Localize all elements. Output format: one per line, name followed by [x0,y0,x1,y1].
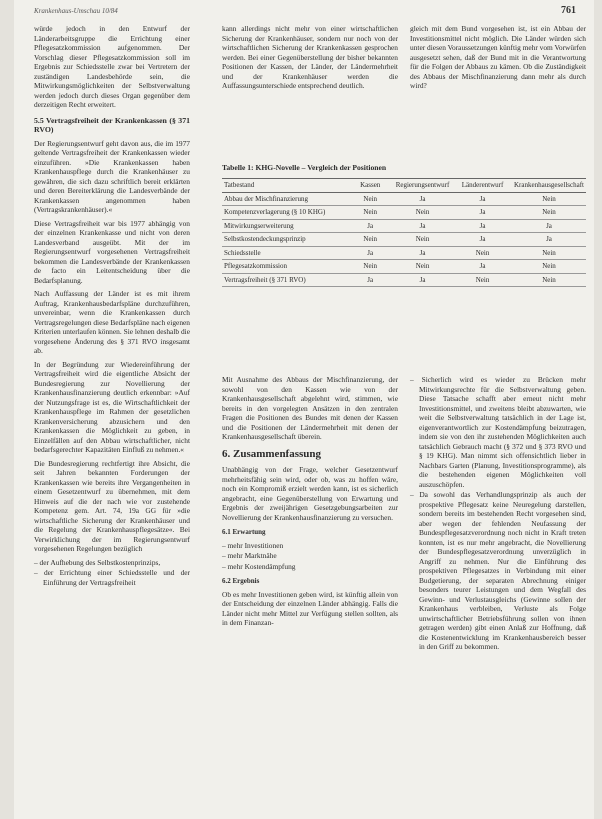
column-3-top [410,24,586,95]
paragraph: Die Bundesregierung rechtfertigt ihre Absicht, die seit Jahren bekannten Forderungen der Krankenkassen wie bereits ihre Vergangenheiten in einem Gesetzentwurf zu übernehmen, mit dem Hinweis auf die der nach wie vor zustehende Kompetenz gem. Art. 74, 19a GG für »die wirtschaftliche Sicherung der Krankenhäuser und die Regelung der Krankenhauspflegesätze«. Bei Verwirklichung der im Regierungsentwurf vorgesehenen Regelungen bezüglich [34,458,190,553]
table-cell: Nein [348,206,391,220]
page-header [34,5,580,21]
subsection-heading: 6.2 Ergebnis [222,577,260,585]
column-header: Regierungsentwurf [392,179,453,193]
paragraph: Unabhängig von der Frage, welcher Gesetzentwurf mehrheitsfähig sein wird, oder ob, was zu hoffen wäre, noch ein Kompromiß erzielt werden kann, ist es sicherlich angebracht, eine Gegenüberstellung von Erwartung und Ergebnis der zweijährigen Gesetzgebungsarbeiten zur Novellierung der Krankenhausfinanzierung zu versuchen. [222,465,398,522]
section-heading: 6. Zusammenfassung [222,447,322,460]
table-cell: Nein [512,260,586,274]
comparison-table [222,163,586,287]
table-cell: Nein [512,246,586,260]
paragraph: In der Begründung zur Wiedereinführung der Vertragsfreiheit wird die eigentliche Absicht der Bundesregierung zur Novellierung der Krankenhausfinanzierung deutlich erkennbar: »Auf der Nutzungsfrage ist es, die Wirtschaftlichkeit der Krankenhauspflege im Rahmen der gesetzlichen Krankenversicherung abzusichern und den Krankenkassen die Möglichkeit zu geben, in Einzelfällen auf den Abbau wirtschaftlicher, nicht bedarfsgerechter Kapazitäten Einfluß zu nehmen.« [34,359,190,454]
column-header: Länderentwurf [453,179,512,193]
list-item: – Da sowohl das Verhandlungsprinzip als auch der prospektive Pflegesatz keine Neuregelung darstellen, sondern bereits im bestehenden Recht vorgesehen sind, aber wegen der fehlenden Neufassung der Bundespflegesatzverordnung noch nicht in Kraft treten konnten, ist es nur mehr angebracht, die Novellierung der Bundespflegesatzverordnung unverzüglich in Angriff zu nehmen. Nur die Einführung des prospektiven Pflegesatzes in Verbindung mit einer Budgetierung, der separaten Abrechnung einiger besonders teurer Leistungen und dem Wegfall des Gewinn- und Verlustausgleichs (Gewinne sollen der Krankenhaus verbleiben, Verluste als Folge unwirtschaftlicher Betriebsführung sollen von ihnen getragen werden) gibt einen Anlaß zur Hoffnung, daß die Kostenentwicklung im Krankenhausbereich besser in den Griff zu bekommen. [410,490,586,652]
table-row [222,260,586,274]
table-cell: Nein [392,260,453,274]
table-cell: Kompetenzverlagerung (§ 10 KHG) [222,206,348,220]
section-heading: 5.5 Vertragsfreiheit der Krankenkassen (§ 371 RVO) [34,115,190,134]
paragraph: gleich mit dem Bund vorgesehen ist, ist ein Abbau der Investitionsmittel nicht möglich. Die Länder würden sich unter diesen Voraussetzungen künftig mehr vom Vorwürfen ausgesetzt sehen, daß der Bund mit in die Verantwortung für die Folgen der Abbaus zu kämen. Ob die Zuständigkeit des Abbaus der Mischfinanzierung dann mehr als durch wird? [410,24,586,90]
list-item: – der Errichtung einer Schiedsstelle und der Einführung der Vertragsfreiheit [34,568,190,587]
dash-list [222,541,398,572]
table-cell: Vertragsfreiheit (§ 371 RVO) [222,273,348,287]
table-row [222,219,586,233]
table-cell: Nein [392,233,453,247]
journal-name: Krankenhaus-Umschau 10/84 [34,7,118,15]
table-cell: Ja [453,260,512,274]
table-cell: Ja [512,233,586,247]
paragraph: Nach Auffassung der Länder ist es mit ihrem Auftrag, Krankenhausbedarfspläne durchzuführen, unvereinbar, wenn die Krankenkassen durch Vertragsregelungen diese Bedarfspläne nach eigenen Kriterien unterlaufen können. Sie lehnen deshalb die vorgesehene Änderung des § 371 RVO insgesamt ab. [34,289,190,355]
table-cell: Ja [392,273,453,287]
table-cell: Nein [512,192,586,206]
table-cell: Ja [348,246,391,260]
paragraph: Ob es mehr Investitionen geben wird, ist künftig allein von der Entscheidung der einzelnen Länder abhängig. Falls die Länder nicht mehr Mittel zur Verfügung stellen sollten, als in dem Finanzan- [222,589,398,627]
table-cell: Ja [392,192,453,206]
column-header: Tatbestand [222,179,348,193]
column-2-bottom [222,375,398,632]
column-3-bottom [410,375,586,656]
table-row [222,233,586,247]
dash-list [34,558,190,588]
table-cell: Nein [348,233,391,247]
table-row [222,206,586,220]
table-cell: Ja [348,219,391,233]
table-cell: Abbau der Mischfinanzierung [222,192,348,206]
list-item: – mehr Marktnähe [222,551,398,561]
column-1 [34,24,190,591]
table-cell: Ja [348,273,391,287]
list-item: – Sicherlich wird es wieder zu Brücken mehr Mitwirkungsrechte für die Selbstverwaltung geben. Diese Tatsache schafft aber erneut nicht mehr Investitionsmittel, und zweitens bleibt abzuwarten, wie weit die Selbstverwaltung tatsächlich in der Lage ist, eigenverantwortlich zur Kostendämpfung beizutragen, indem sie von den ihr zustehenden Möglichkeiten auch tatsächlich Gebrauch macht (§ 372 und § 373 RVO und § 19 KHG). Man nimmt sich offensichtlich lieber in Nachbars Garten (Planung, Investitionsprogramme), als die bestehenden eigenen Möglichkeiten voll auszuschöpfen. [410,375,586,489]
table-cell: Ja [512,219,586,233]
table-row [222,192,586,206]
page-number: 761 [561,5,576,16]
table-cell: Nein [348,260,391,274]
list-item: – der Aufhebung des Selbstkostenprinzips, [34,558,190,568]
positions-table [222,178,586,287]
table-cell: Ja [453,192,512,206]
paragraph: Diese Vertragsfreiheit war bis 1977 abhängig von der einzelnen Krankenkasse und nicht von deren Landesverband ausgeübt. Mit der im Regierungsentwurf vorgesehenen Vertragsfreiheit bekommen die Landesverbände der Krankenkassen de facto ein Leitentscheidung über die Bedarfsplanung. [34,218,190,285]
table-row [222,246,586,260]
column-2-top [222,24,398,95]
table-cell: Pflegesatzkommission [222,260,348,274]
list-item: – mehr Investitionen [222,541,398,551]
table-cell: Ja [392,219,453,233]
table-cell: Nein [512,273,586,287]
table-row [222,273,586,287]
column-header: Kassen [348,179,391,193]
table-cell: Schiedsstelle [222,246,348,260]
table-cell: Nein [453,246,512,260]
column-header: Krankenhausgesellschaft [512,179,586,193]
table-cell: Nein [453,273,512,287]
table-cell: Nein [512,206,586,220]
paragraph: würde jedoch in den Entwurf der Länderarbeitsgruppe die Errichtung einer Pflegesatzkommission aufgenommen. Der Vorschlag dieser Pflegesatzkommission soll im Ergebnis zur Schiedsstelle zwar bei Vertretern der zuständigen Landesbehörde sein, die Mitwirkungsmöglichkeiten der Selbstverwaltung werden jedoch durch dieses Organ gegenüber dem derzeitigen Recht erweitert. [34,24,190,109]
paragraph: Mit Ausnahme des Abbaus der Mischfinanzierung, der sowohl von den Kassen wie von der Krankenhausgesellschaft abgelehnt wird, stimmen, wie bereits in den vorgelegten Ansätzen in den zentralen Fragen die Positionen des Bundes mit denen der Kassen und die Positionen der Ländermehrheit mit denen der Krankenhausgesellschaft überein. [222,375,398,441]
table-cell: Ja [392,246,453,260]
table-cell: Ja [453,233,512,247]
table-cell: Ja [453,219,512,233]
dash-list [410,375,586,652]
table-header-row [222,179,586,193]
paragraph: Der Regierungsentwurf geht davon aus, die im 1977 geltende Vertragsfreiheit der Krankenkassen wieder einzuführen. »Die Krankenkassen haben Krankenhauspflege durch die Krankenhäuser zu gewähren, die sich dazu schriftlich bereit erklärten und deren Bereiterklärung die Landesverbände der Krankenkassen angenommen haben (Vertragskrankenhäuser).« [34,138,190,214]
subsection-heading: 6.1 Erwartung [222,528,266,536]
table-cell: Nein [392,206,453,220]
table-cell: Selbstkostendeckungsprinzip [222,233,348,247]
document-page [14,0,594,819]
paragraph: kann allerdings nicht mehr von einer wirtschaftlichen Sicherung der Krankenhäuser, sondern nur noch von der wirtschaftlichen Sicherung der Krankenkassen gesprochen werden. Bei einer Gegenüberstellung der bisher bekannten Positionen der Kassen, der Länder, der Ländermehrheit und der Krankenhäuser werden die Auffassungsunterschiede entsprechend deutlich. [222,24,398,90]
table-title: Tabelle 1: KHG-Novelle – Vergleich der Positionen [222,163,387,172]
table-cell: Ja [453,206,512,220]
table-cell: Nein [348,192,391,206]
list-item: – mehr Kostendämpfung [222,562,398,572]
table-cell: Mitwirkungserweiterung [222,219,348,233]
